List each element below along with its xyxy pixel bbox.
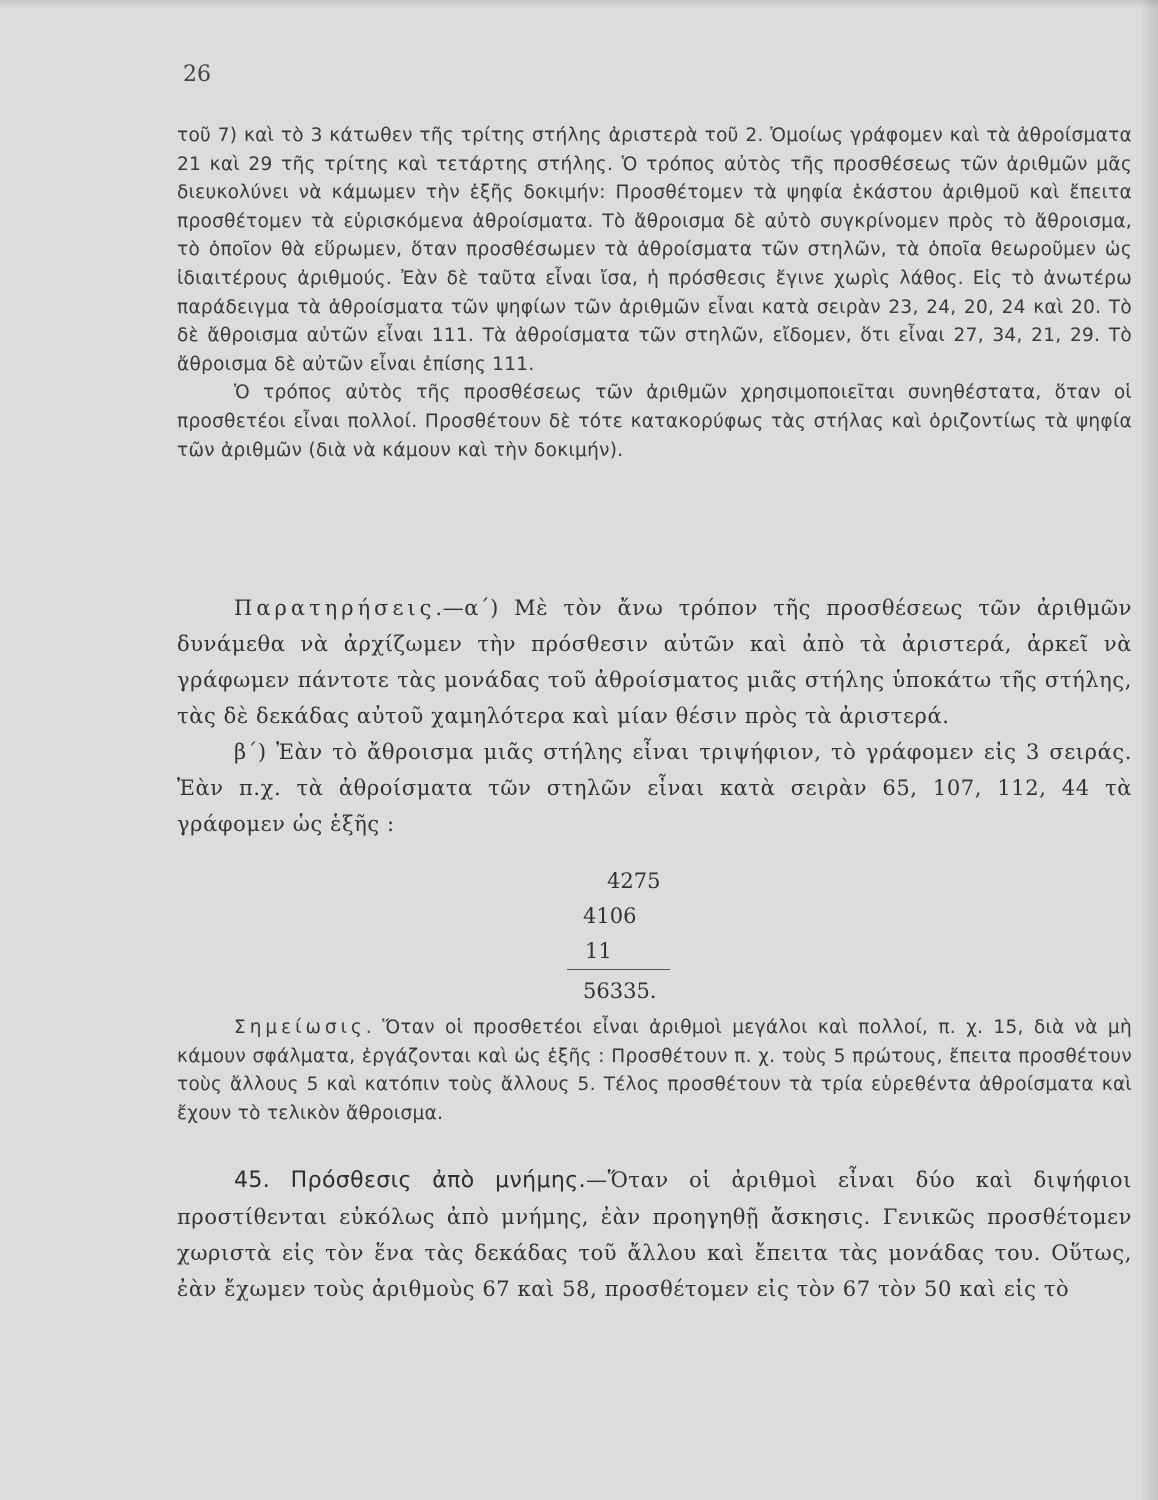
note-text: . Ὅταν οἱ προσθετέοι εἶναι ἀριθμοὶ μεγάλοι καὶ πολλοί, π. χ. 15, διὰ νὰ μὴ κάμουν σφάλματα, ἐργάζονται καὶ ὡς ἑξῆς : Προσθέτουν π. χ. τοὺς 5 πρώτους, ἔπειτα προσθέτουν τοὺς ἄλλους 5 καὶ κατόπιν τοὺς ἄλλους 5. Τέλος προσθέτουν τὰ τρία εὑρεθέντα ἀθροίσματα καὶ ἔχουν τὸ τελικὸν ἄθροισμα. — [177, 1017, 1132, 1124]
section-45-text: —Ὅταν οἱ ἀριθμοὶ εἶναι δύο καὶ διψήφιοι προστίθενται εὐκόλως ἀπὸ μνήμης, ἐὰν προηγηθῇ ἄσκησις. Γενικῶς προσθέτομεν χωριστὰ εἰς τὸν ἕνα τὰς δεκάδας τοῦ ἄλλου καὶ ἔπειτα τὰς μονάδας του. Οὕτως, ἐὰν ἔχωμεν τοὺς ἀριθμοὺς 67 καὶ 58, προσθέτομεν εἰς τὸν 67 τὸν 50 καὶ εἰς τὸ — [177, 1168, 1132, 1301]
calc-row-2: 4106 — [583, 904, 637, 928]
calc-result: 56335. — [583, 979, 657, 1003]
note-block — [177, 1014, 1132, 1128]
observation-alpha-text: .—α΄) Μὲ τὸν ἄνω τρόπον τῆς προσθέσεως τῶν ἀριθμῶν δυνάμεθα νὰ ἀρχίζωμεν τὴν πρόσθεσιν αὐτῶν καὶ ἀπὸ τὰ ἀριστερά, ἀρκεῖ νὰ γράφωμεν πάντοτε τὰς μονάδας τοῦ ἀθροίσματος μιᾶς στήλης ὑποκάτω τῆς στήλης, τὰς δὲ δεκάδας αὐτοῦ χαμηλότερα καὶ μίαν θέσιν πρὸς τὰ ἀριστερά. — [177, 596, 1132, 728]
section-45-paragraph — [177, 1162, 1132, 1307]
note-label: Σημείωσις — [234, 1017, 366, 1038]
scan-edge-right — [1140, 0, 1158, 1500]
observation-alpha — [177, 590, 1132, 734]
paragraph-usage: Ὁ τρόπος αὐτὸς τῆς προσθέσεως τῶν ἀριθμῶν χρησιμοποιεῖται συνηθέστατα, ὅταν οἱ προσθετέοι εἶναι πολλοί. Προσθέτουν δὲ τότε κατακορύφως τὰς στήλας καὶ ὁριζοντίως τὰ ψηφία τῶν ἀριθμῶν (διὰ νὰ κάμουν καὶ τὴν δοκιμήν). — [177, 382, 1132, 461]
sum-line — [567, 969, 670, 970]
paragraph-check-method: τοῦ 7) καὶ τὸ 3 κάτωθεν τῆς τρίτης στήλης ἀριστερὰ τοῦ 2. Ὁμοίως γράφομεν καὶ τὰ ἀθροίσματα 21 καὶ 29 τῆς τρίτης καὶ τετάρτης στήλης. Ὁ τρόπος αὐτὸς τῆς προσθέσεως τῶν ἀριθμῶν μᾶς διευκολύνει νὰ κάμωμεν τὴν ἑξῆς δοκιμήν: Προσθέτομεν τὰ ψηφία ἑκάστου ἀριθμοῦ καὶ ἔπειτα προσθέτομεν τὰ εὑρισκόμενα ἀθροίσματα. Τὸ ἄθροισμα δὲ αὐτὸ συγκρίνομεν πρὸς τὸ ἄθροισμα, τὸ ὁποῖον θὰ εὕρωμεν, ὅταν προσθέσωμεν τὰ ἀθροίσματα τῶν στηλῶν, τὰ ὁποῖα θεωροῦμεν ὡς ἰδιαιτέρους ἀριθμούς. Ἐὰν δὲ ταῦτα εἶναι ἴσα, ἡ πρόσθεσις ἔγινε χωρὶς λάθος. Εἰς τὸ ἀνωτέρω παράδειγμα τὰ ἀθροίσματα τῶν ψηφίων τῶν ἀριθμῶν εἶναι κατὰ σειρὰν 23, 24, 20, 24 καὶ 20. Τὸ δὲ ἄθροισμα αὐτῶν εἶναι 111. Τὰ ἀθροίσματα τῶν στηλῶν, εἴδομεν, ὅτι εἶναι 27, 34, 21, 29. Τὸ ἄθροισμα δὲ αὐτῶν εἶναι ἐπίσης 111. — [177, 125, 1132, 375]
column-sums-calculation — [565, 864, 675, 1009]
observations-label: Παρατηρήσεις — [234, 596, 436, 620]
section-45 — [177, 1162, 1132, 1307]
calc-row-3: 11 — [585, 939, 612, 963]
observations-block — [177, 590, 1132, 842]
section-45-heading: 45. Πρόσθεσις ἀπὸ μνήμης. — [234, 1168, 586, 1193]
calc-row-1: 4275 — [607, 869, 661, 893]
note-paragraph — [177, 1014, 1132, 1128]
observation-beta: β΄) Ἐὰν τὸ ἄθροισμα μιᾶς στήλης εἶναι τριψήφιον, τὸ γράφομεν εἰς 3 σειράς. Ἐὰν π.χ. τὰ ἀθροίσματα τῶν στηλῶν εἶναι κατὰ σειρὰν 65, 107, 112, 44 τὰ γράφομεν ὡς ἑξῆς : — [177, 740, 1132, 836]
sans-text-block — [177, 122, 1132, 465]
page-number: 26 — [183, 62, 211, 87]
scan-edge-top — [0, 0, 1158, 8]
